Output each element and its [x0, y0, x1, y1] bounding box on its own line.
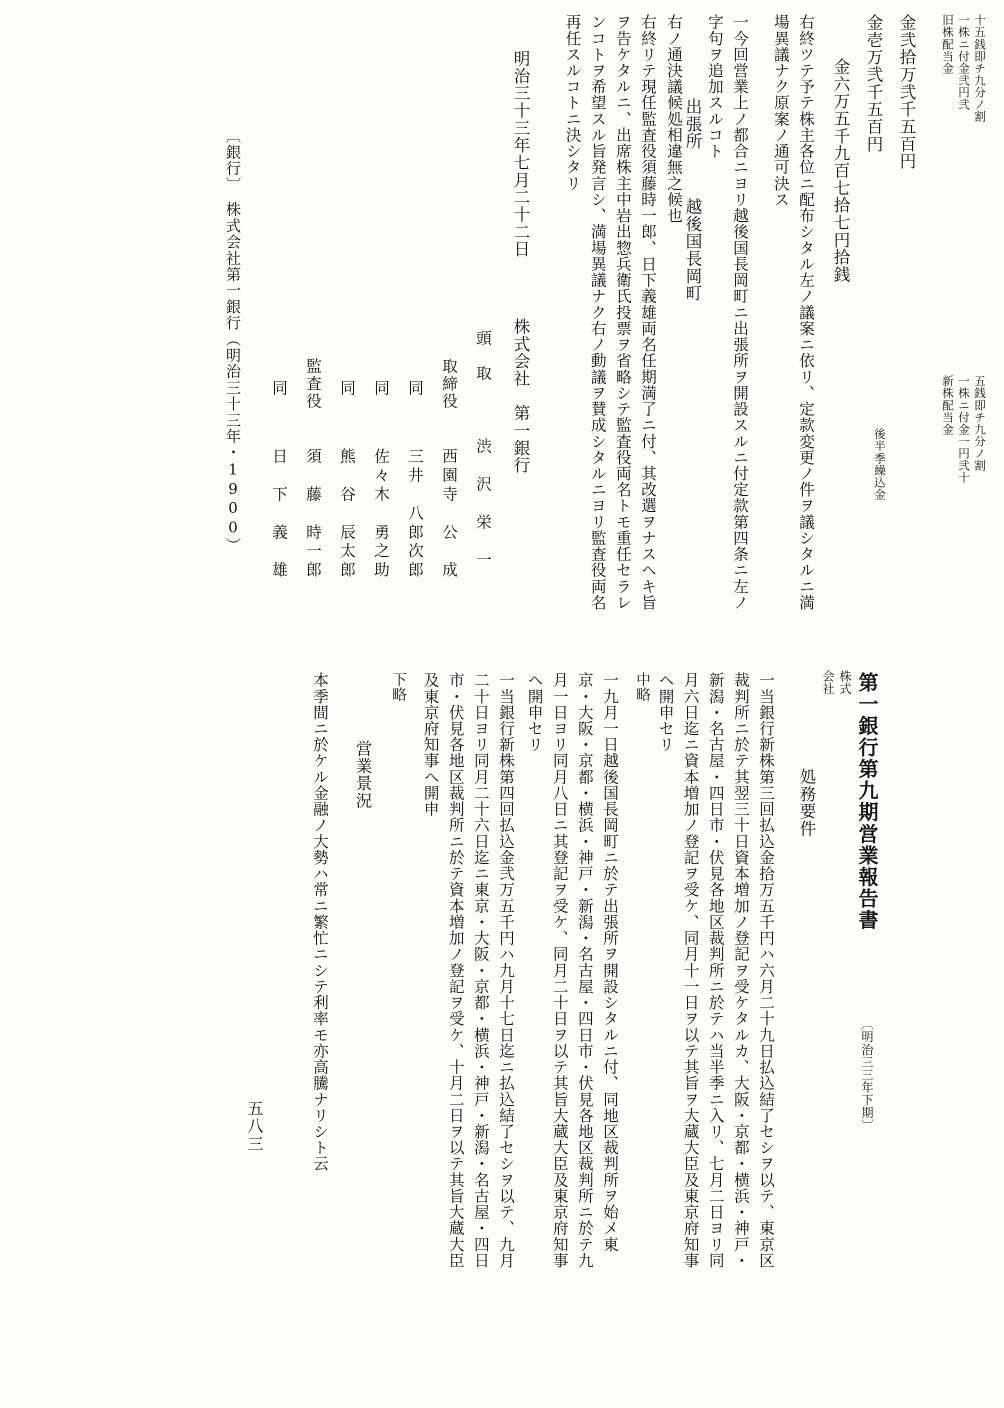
signatory-name-5: 熊 谷 辰太郎	[338, 448, 356, 581]
amount-note-3-line-1: 後半季繰込金	[873, 428, 887, 501]
report-paragraph-1: 一当銀行新株第三回払込金拾万五千円ハ六月二十九日払込結了セシヲ以テ、東京区裁判所ニ於テ其翌三十日資本増加ノ登記ヲ受ケタルカ、大阪・京都・横浜・神戸・新潟・名古屋・四日市・伏見各地区裁判所ニ於テハ当半季ニ入リ、七月二日ヨリ同月六日迄ニ資本増加ノ登記ヲ受ケ、同月十一日ヲ以テ其旨ヲ大蔵大臣及東京府知事ヘ開申セリ	[656, 672, 775, 1269]
amount-label-1: 金弐拾万弐千五百円	[897, 14, 916, 170]
company-name: 株式会社 第一銀行	[511, 318, 530, 474]
subsection-text-business-conditions: 本季間ニ於ケル金融ノ大勢ハ常ニ繁忙ニシテ利率モ亦高騰ナリシト云	[311, 672, 329, 1172]
signatory-role-2: 取締役	[440, 358, 458, 411]
amount-label-3: 金六万五千九百七拾七円拾銭	[831, 58, 850, 284]
omission-mark-2: 下略	[390, 672, 406, 703]
omission-mark-1: 中略	[634, 672, 650, 703]
signatory-name-1: 渋 沢 栄 一	[474, 438, 492, 571]
report-paragraph-2: 一九月一日越後国長岡町ニ於テ出張所ヲ開設シタルニ付、同地区裁判所ヲ始メ東京・大阪・京都・横浜・神戸・新潟・名古屋・四日市・伏見各地区裁判所ニ於テ九月一日ヨリ同月八日ニ其登記ヲ受ケ、同月二十日ヲ以テ其旨大蔵大臣及東京府知事ヘ開申セリ	[525, 672, 619, 1269]
branch-label: 出張所	[683, 98, 702, 150]
amount-note-2-line-2: 一株ニ付金一円弐十	[957, 375, 971, 484]
signatory-role-3: 同	[406, 380, 424, 398]
report-title: 第一銀行第九期営業報告書	[855, 672, 879, 932]
paragraph-resolution-1: 右終ツテ予テ株主各位ニ配布シタル左ノ議案ニ依リ、定款変更ノ件ヲ議シタルニ満場異議ナク原案ノ通可決ス	[771, 14, 815, 611]
report-period: 〔明治三三年下期〕	[860, 1018, 874, 1132]
report-paragraph-3: 一当銀行新株第四回払込金弐万五千円ハ九月十七日迄ニ払込結了セシヲ以テ、九月二十日ヨリ同月二十六日迄ニ東京・大阪・京都・横浜・神戸・新潟・名古屋・四日市・伏見各地区裁判所ニ於テ資本増加ノ登記ヲ受ケ、十月二日ヲ以テ其旨大蔵大臣及東京府知事ヘ開申	[421, 672, 515, 1269]
paragraph-resolution-2: 一今回営業上ノ都合ニヨリ越後国長岡町ニ出張所ヲ開設スルニ付定款第四条ニ左ノ字句ヲ追加スルコト	[705, 14, 749, 611]
amount-note-1-line-2: 一株ニ付金弐円弐	[957, 14, 971, 111]
signatory-name-4: 佐々木 勇之助	[372, 448, 390, 581]
signatory-name-7: 日 下 義 雄	[270, 448, 288, 581]
signatory-role-6: 監査役	[304, 358, 322, 411]
report-company-prefix: 株式 会社	[821, 670, 852, 696]
signatory-role-5: 同	[338, 380, 356, 398]
resolution-date: 明治三十三年七月二十二日	[511, 50, 530, 258]
signatory-name-2: 西園寺 公 成	[440, 448, 458, 581]
amount-label-2: 金壱万弐千五百円	[864, 14, 883, 153]
running-head: 〔銀行〕 株式会社第一銀行（明治三十三年・1900）	[224, 128, 242, 554]
amount-note-1-line-3: 十五銭即チ九分ノ割	[973, 14, 987, 123]
branch-value: 越後国長岡町	[683, 198, 702, 302]
paragraph-resolution-3: 右ノ通決議候処相違無之候也	[665, 14, 683, 224]
signatory-name-3: 三井 八郎次郎	[406, 448, 424, 581]
signatory-role-1: 頭 取	[474, 330, 492, 383]
paragraph-resolution-4: 右終リテ現任監査役須藤時一郎、日下義雄両名任期満了ニ付、其改選ヲナスヘキ旨ヲ告ケタルニ、出席株主中岩出惣兵衛氏投票ヲ省略シテ監査役両名トモ重任セラレンコトヲ希望スル旨発言シ、満場異議ナク右ノ動議ヲ賛成シタルニヨリ監査役両名再任スルコトニ決シタリ	[563, 14, 657, 611]
signatory-role-7: 同	[270, 380, 288, 398]
amount-note-1-line-1: 旧株配当金	[941, 14, 955, 75]
signatory-name-6: 須 藤 時一郎	[304, 448, 322, 581]
amount-note-2-line-1: 新株配当金	[941, 375, 955, 436]
page-number: 五八三	[245, 1100, 264, 1153]
section-title-processing: 処務要件	[797, 768, 816, 838]
subsection-title-business-conditions: 営業景況	[353, 740, 372, 810]
signatory-role-4: 同	[372, 380, 390, 398]
amount-note-2-line-3: 五銭即チ九分ノ割	[973, 375, 987, 472]
